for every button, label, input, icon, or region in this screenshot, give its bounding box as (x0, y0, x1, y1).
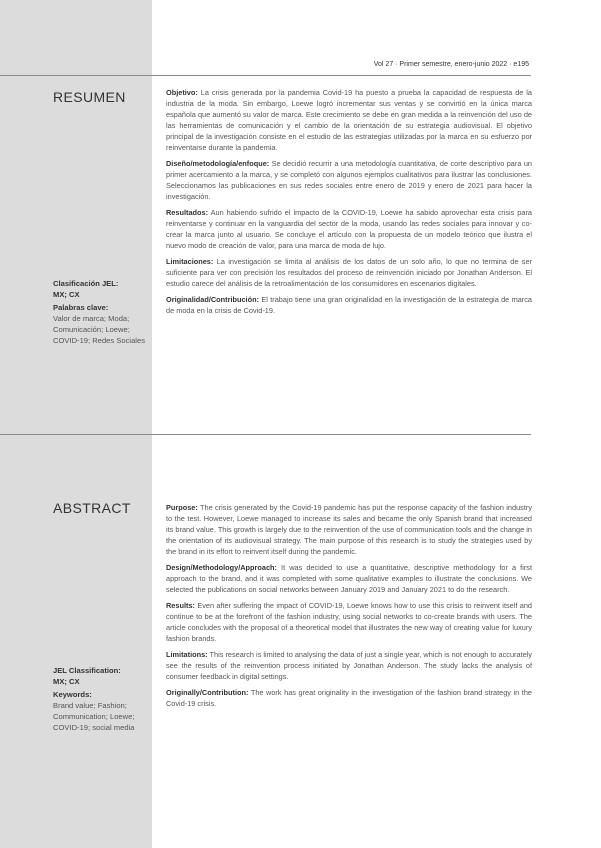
paragraph-label: Results: (166, 601, 195, 610)
paragraph-text: The crisis generated by the Covid-19 pandemic has put the response capacity of the fashion industry to the test. However, Loewe managed to increase its sales and became the only Spanish brand that increased its brand value. This growth is largely due to the reinvention of the use of communication tools and the change in the orientation of its audiovisual strategy. The main purpose of this research is to study the strategies used by the brand in its effort to reinvent itself during the pandemic. (166, 503, 532, 556)
abstract-metadata (53, 665, 145, 733)
resumen-keywords-value: Valor de marca; Moda; Comunicación; Loewe; COVID-19; Redes Sociales (53, 314, 146, 345)
resumen-paragraph (166, 158, 532, 202)
resumen-paragraph (166, 207, 532, 251)
paragraph-text: This research is limited to analysing the data of just a single year, which is not enough to accurately see the results of the reinvention process initiated by Jonathan Anderson. The study lacks the analysis of consumer feedback in digital settings. (166, 650, 533, 681)
abstract-paragraph (166, 562, 532, 595)
section-divider (0, 434, 531, 435)
resumen-metadata (53, 278, 145, 346)
abstract-paragraph (166, 687, 532, 709)
resumen-keywords-label: Palabras clave: (53, 303, 109, 312)
paragraph-text: Aun habiendo sufrido el impacto de la COVID-19, Loewe ha sabido aprovechar esta crisis para reinventarse y continuar en la vanguardia del sector de la moda, usando las redes sociales para innovar y co-crear la marca junto al usuario. Se concluye el artículo con la propuesta de un modelo teórico que ilustra el nuevo modo de creación de valor, para una marca de moda de lujo. (166, 208, 532, 250)
abstract-jel-label: JEL Classification: (53, 666, 121, 675)
abstract-jel-value: MX; CX (53, 677, 80, 686)
abstract-keywords-value: Brand value; Fashion; Communication; Loewe; COVID-19; social media (53, 701, 135, 732)
abstract-paragraph (166, 502, 532, 557)
abstract-title: ABSTRACT (53, 500, 131, 516)
abstract-body (166, 502, 532, 714)
abstract-paragraph (166, 649, 532, 682)
resumen-paragraph (166, 87, 532, 153)
resumen-body (166, 87, 532, 321)
paragraph-label: Objetivo: (166, 88, 198, 97)
top-divider (0, 75, 531, 76)
paragraph-label: Originalidad/Contribución: (166, 295, 260, 304)
paragraph-label: Limitaciones: (166, 257, 214, 266)
abstract-paragraph (166, 600, 532, 644)
paragraph-text: El trabajo tiene una gran originalidad en la investigación de la estrategia de marca de moda en la crisis de Covid-19. (166, 295, 532, 315)
paragraph-text: Se decidió recurrir a una metodología cuantitativa, de corte descriptivo para un primer acercamiento a la marca, y se completó con algunos ejemplos cualitativos para ilustrar las conclusiones. Seleccionamos las publicaciones en sus redes sociales entre enero de 2019 y enero de 2021 para hacer la investigación. (166, 159, 532, 201)
resumen-title: RESUMEN (53, 89, 126, 105)
paragraph-text: La investigación se limita al análisis de los datos de un solo año, lo que no termina de ser suficiente para ver con precisión los resultados del proceso de reinvención iniciado por Jonathan Anderson. El estudio carece del análisis de la retroalimentación de los consumidores en escenarios digitales. (166, 257, 532, 288)
paragraph-label: Originally/Contribution: (166, 688, 249, 697)
paragraph-text: It was decided to use a quantitative, descriptive methodology for a first approach to the brand, and it was completed with some qualitative examples to illustrate the conclusions. We selected the publications on social networks between January 2019 and January 2021 to do the research. (166, 563, 532, 594)
resumen-paragraph (166, 294, 532, 316)
paragraph-label: Diseño/metodología/enfoque: (166, 159, 270, 168)
paragraph-text: The work has great originality in the investigation of the fashion brand strategy in the Covid-19 crisis. (166, 688, 532, 708)
paragraph-text: Even after suffering the impact of COVID-19, Loewe knows how to use this crisis to reinvent itself and continue to be at the forefront of the fashion industry, using social networks to co-create brands with users. The article concludes with the proposal of a theoretical model that illustrates the new way of creating value for luxury fashion brands. (166, 601, 532, 643)
paragraph-label: Resultados: (166, 208, 209, 217)
paragraph-label: Limitations: (166, 650, 208, 659)
paragraph-label: Purpose: (166, 503, 198, 512)
paragraph-text: La crisis generada por la pandemia Covid-19 ha puesto a prueba la capacidad de respuesta de la industria de la moda. Sin embargo, Loewe logró incrementar sus ventas y se convirtió en la única marca española que aumentó su valor de marca. Este crecimiento se debe en gran medida a la reinvención del uso de las herramientas de comunicación y el cambio de la orientación de su estrategia audiovisual. El objetivo principal de la investigación consiste en el estudio de las estrategias utilizadas por la marca en su esfuerzo por reinventarse durante la pandemia. (166, 88, 532, 152)
resumen-jel-label: Clasificación JEL: (53, 279, 119, 288)
running-header: Vol 27 · Primer semestre, enero-junio 2022 · e195 (373, 61, 529, 68)
abstract-keywords-label: Keywords: (53, 690, 92, 699)
resumen-paragraph (166, 256, 532, 289)
resumen-jel-value: MX; CX (53, 290, 80, 299)
paragraph-label: Design/Methodology/Approach: (166, 563, 277, 572)
